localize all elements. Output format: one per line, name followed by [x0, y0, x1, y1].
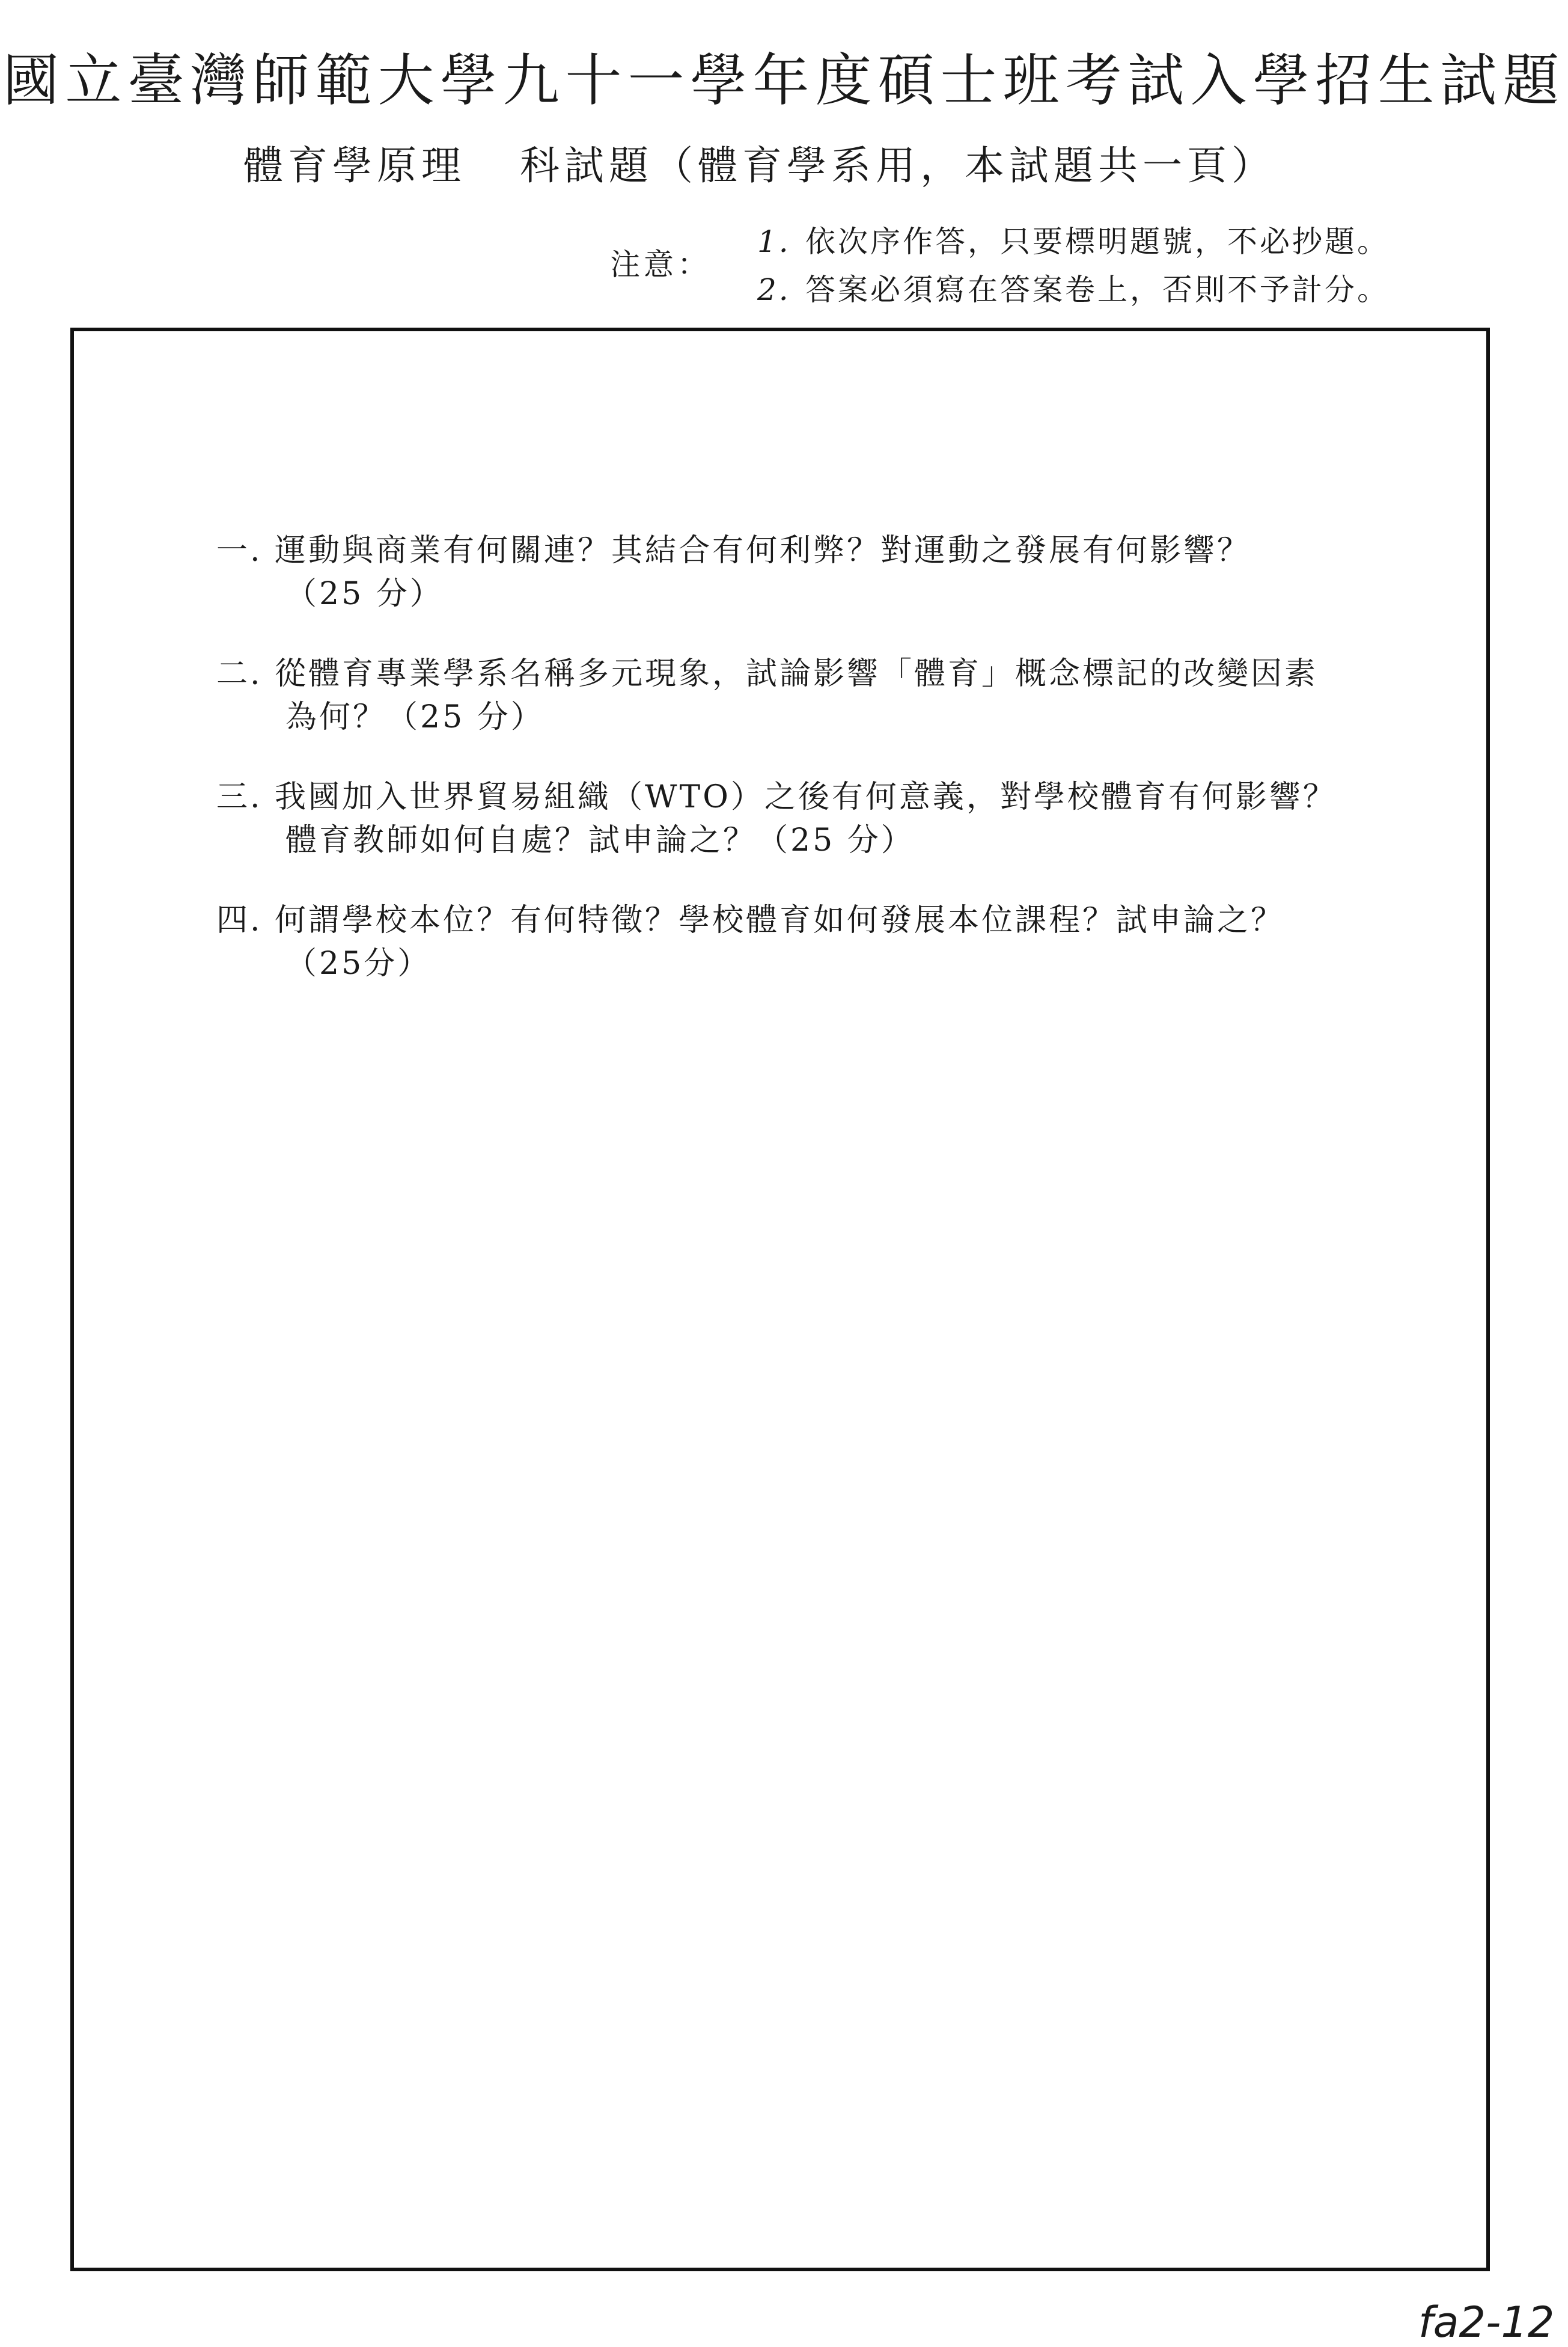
question-text: 二. 從體育專業學系名稱多元現象，試論影響「體育」概念標記的改變因素 [216, 656, 1319, 692]
question-points: 體育教師如何自處？試申論之？（25 分） [285, 822, 915, 858]
question-points: （25 分） [285, 576, 444, 612]
question-1 [216, 529, 1251, 616]
question-text: 三. 我國加入世界貿易組織（WTO）之後有何意義，對學校體育有何影響？ [216, 779, 1337, 815]
question-3 [216, 776, 1337, 862]
notice-item-text: 答案必須寫在答案卷上，否則不予計分。 [805, 272, 1390, 307]
question-points: 為何？（25 分） [285, 699, 545, 735]
notice-item-number: 1. [757, 224, 791, 259]
subject-name: 體育學原理 [243, 142, 466, 189]
notice-item-text: 依次序作答，只要標明題號，不必抄題。 [805, 224, 1390, 259]
subject-note: 科試題（體育學系用，本試題共一頁） [520, 142, 1276, 189]
question-text: 四. 何謂學校本位？有何特徵？學校體育如何發展本位課程？試申論之？ [216, 902, 1285, 938]
question-text: 一. 運動與商業有何關連？其結合有何利弊？對運動之發展有何影響？ [216, 533, 1251, 569]
question-4 [216, 899, 1284, 985]
exam-subtitle [243, 133, 1276, 191]
question-points: （25分） [285, 946, 432, 982]
question-2 [216, 652, 1318, 739]
page-title: 國立臺灣師範大學九十一學年度碩士班考試入學招生試題 [2, 48, 1566, 114]
handwritten-page-code: fa2-12 [1418, 2298, 1555, 2347]
notice-item-number: 2. [757, 272, 791, 307]
notice-item [757, 218, 1390, 261]
question-frame [70, 328, 1490, 2271]
notice-label: 注意： [610, 247, 711, 282]
notice-item [757, 266, 1390, 309]
